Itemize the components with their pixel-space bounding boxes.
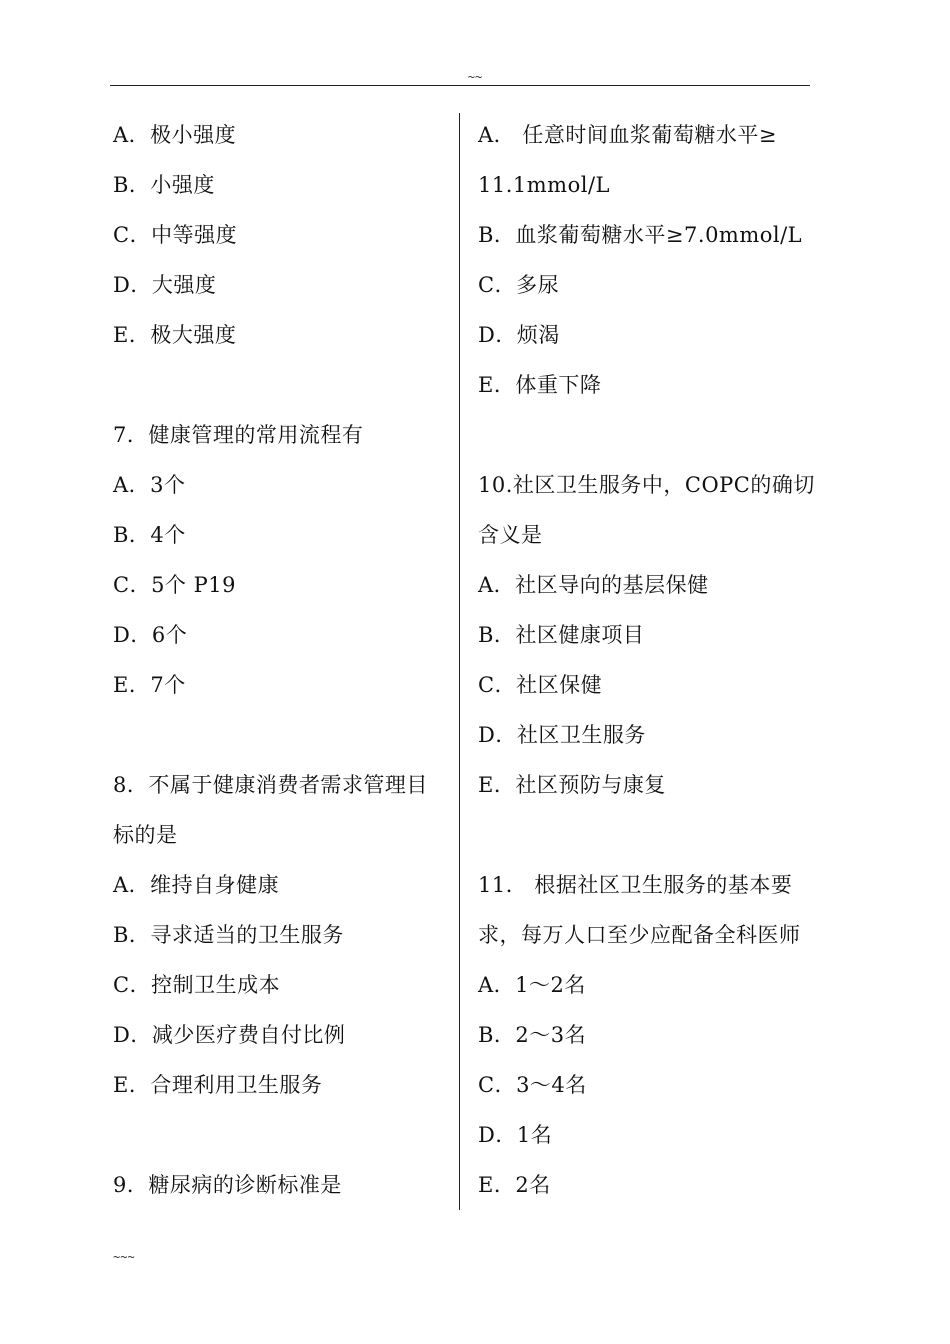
question-line: D．6个	[113, 623, 188, 647]
question-line: C．5个 P19	[113, 573, 236, 597]
question-line	[478, 810, 818, 860]
question-line: C．3～4名	[478, 1073, 587, 1097]
question-line: A．3个	[113, 473, 186, 497]
left-column	[113, 110, 453, 1210]
question-line: 11.1mmol/L	[478, 173, 610, 197]
question-line: D．大强度	[113, 273, 217, 297]
right-column	[478, 110, 818, 1210]
question-line: B．社区健康项目	[478, 623, 645, 647]
question-line: 11． 根据社区卫生服务的基本要	[478, 873, 793, 897]
question-line: C．控制卫生成本	[113, 973, 281, 997]
question-line: A．社区导向的基层保健	[478, 573, 709, 597]
question-line: B．2～3名	[478, 1023, 587, 1047]
question-line: B．寻求适当的卫生服务	[113, 923, 344, 947]
question-line: E．社区预防与康复	[478, 773, 666, 797]
question-line: 标的是	[113, 823, 178, 847]
question-line: 10.社区卫生服务中，COPC的确切	[478, 473, 815, 497]
question-line: C．社区保健	[478, 673, 603, 697]
question-line: A．1～2名	[478, 973, 586, 997]
column-divider	[459, 113, 460, 1210]
question-line: D．社区卫生服务	[478, 723, 646, 747]
footer-mark: ~~~	[113, 1250, 135, 1264]
question-line: D．1名	[478, 1123, 553, 1147]
question-line: 求，每万人口至少应配备全科医师	[478, 923, 801, 947]
question-line: 含义是	[478, 523, 543, 547]
question-line: 9．糖尿病的诊断标准是	[113, 1173, 342, 1197]
question-line	[478, 410, 818, 460]
question-line: E．2名	[478, 1173, 551, 1197]
question-line: D．减少医疗费自付比例	[113, 1023, 346, 1047]
question-line: B．血浆葡萄糖水平≥7.0mmol/L	[478, 223, 803, 247]
question-line	[113, 1110, 453, 1160]
question-line: B．4个	[113, 523, 186, 547]
question-line: E．7个	[113, 673, 186, 697]
question-line: C．多尿	[478, 273, 560, 297]
question-line	[113, 360, 453, 410]
question-line: C．中等强度	[113, 223, 238, 247]
question-line: 8．不属于健康消费者需求管理目	[113, 773, 428, 797]
header-mark: ~~	[467, 70, 483, 84]
question-line: A． 任意时间血浆葡萄糖水平≥	[478, 123, 777, 147]
header-rule	[110, 85, 810, 86]
question-line: D．烦渴	[478, 323, 560, 347]
question-line: B．小强度	[113, 173, 215, 197]
question-line: E．体重下降	[478, 373, 602, 397]
question-line: E．极大强度	[113, 323, 237, 347]
question-line: A．极小强度	[113, 123, 237, 147]
question-line: 7．健康管理的常用流程有	[113, 423, 364, 447]
question-line: A．维持自身健康	[113, 873, 280, 897]
question-line: E．合理利用卫生服务	[113, 1073, 323, 1097]
question-line	[113, 710, 453, 760]
